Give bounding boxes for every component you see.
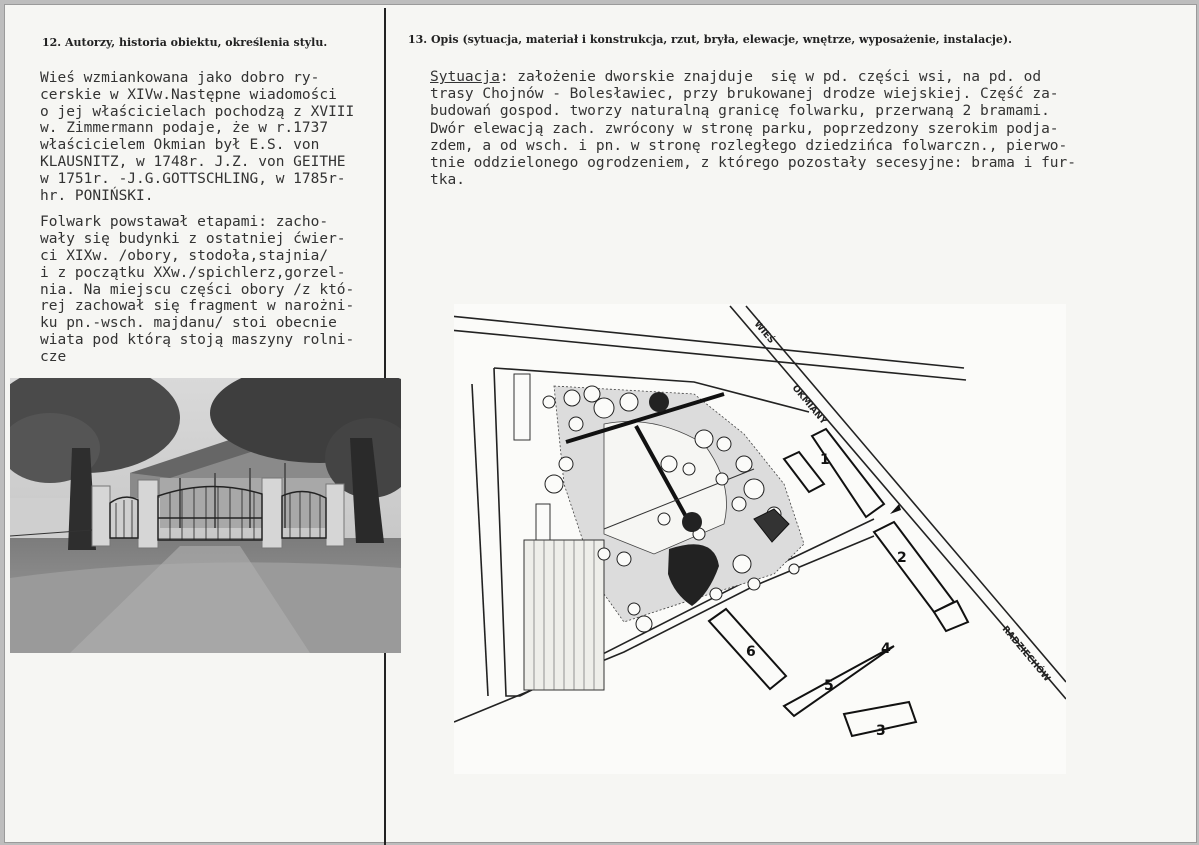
history-line: ci XIXw. /obory, stodoła,stajnia/ — [40, 247, 329, 264]
gate-photograph — [10, 378, 401, 653]
history-line: hr. PONIŃSKI. — [40, 187, 154, 204]
history-line: Folwark powstawał etapami: zacho- — [40, 214, 329, 231]
building-label-4: 4 — [881, 641, 891, 657]
building-label-5: 5 — [824, 678, 834, 694]
history-line: cze — [40, 348, 67, 365]
history-line: w 1751r. -J.G.GOTTSCHLING, w 1785r- — [40, 170, 346, 187]
description-line: zdem, a od wsch. i pn. w stronę rozległego dziedzińca folwarczn., pierwo- — [430, 137, 1068, 154]
history-line: nia. Na miejscu części obory /z któ- — [40, 281, 355, 298]
road-label-top: OKMIANY — [789, 383, 829, 427]
building-label-1: 1 — [820, 452, 830, 468]
history-line: wiata pod którą stoją maszyny rolni- — [40, 331, 355, 348]
road-label-left: WIEŚ — [751, 319, 777, 346]
description-line — [430, 69, 1076, 86]
description-line: budowań gospod. tworzy naturalną granicę folwarku, przerwaną 2 bramami. — [430, 103, 1050, 120]
building-label-6: 6 — [746, 644, 756, 660]
site-plan — [454, 304, 1066, 774]
situation-label: Sytuacja — [430, 69, 500, 85]
history-line: właścicielem Okmian był E.S. von — [40, 137, 320, 154]
history-line: KLAUSNITZ, w 1748r. J.Z. von GEITHE — [40, 153, 346, 170]
history-line: o jej właścicielach pochodzą z XVIII — [40, 103, 355, 120]
history-line: w. Zimmermann podaje, że w r.1737 — [40, 120, 329, 137]
history-line: Wieś wzmiankowana jako dobro ry- — [40, 70, 320, 86]
building-label-3: 3 — [876, 723, 886, 739]
description-line: tnie oddzielonego ogrodzeniem, z którego pozostały secesyjne: brama i fur- — [430, 155, 1077, 172]
history-line: rej zachował się fragment w narożni- — [40, 298, 355, 315]
history-text — [40, 70, 354, 366]
road-label-bottom: RADZIECHÓW — [999, 624, 1052, 684]
section-12-header: 12. Autorzy, historia obiektu, określenia stylu. — [42, 36, 328, 49]
description-line-rest: : założenie dworskie znajduje się w pd. części wsi, na pd. od — [499, 69, 1042, 85]
section-13-header: 13. Opis (sytuacja, materiał i konstrukcja, rzut, bryła, elewacje, wnętrze, wyposażenie, instalacje). — [408, 33, 1012, 46]
history-line: i z początku XXw./spichlerz,gorzel- — [40, 264, 346, 281]
gate-photo-image — [10, 378, 401, 653]
description-line: trasy Chojnów - Bolesławiec, przy brukowanej drodze wiejskiej. Część za- — [430, 86, 1059, 103]
description-line: tka. — [430, 172, 465, 189]
history-line: wały się budynki z ostatniej ćwier- — [40, 231, 346, 248]
history-line: cerskie w XIVw.Następne wiadomości — [40, 86, 337, 103]
building-label-2: 2 — [897, 550, 907, 566]
description-line: Dwór elewacją zach. zwrócony w stronę parku, poprzedzony szerokim podja- — [430, 120, 1059, 137]
site-plan-drawing — [454, 304, 1066, 774]
history-line: ku pn.-wsch. majdanu/ stoi obecnie — [40, 315, 337, 332]
description-text — [430, 69, 1076, 189]
